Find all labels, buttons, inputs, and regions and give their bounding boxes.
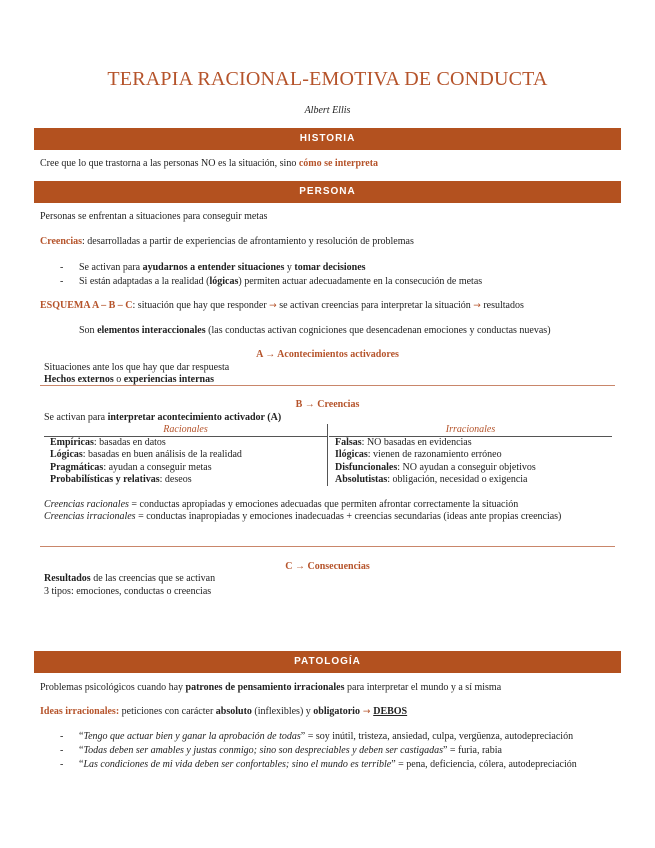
arrow-right-icon: → xyxy=(269,301,277,311)
table-row: Disfuncionales: NO ayudan a conseguir objetivos xyxy=(335,461,536,473)
persona-intro: Personas se enfrentan a situaciones para conseguir metas xyxy=(40,211,268,222)
c-line-1: Resultados de las creencias que se activan xyxy=(44,573,216,584)
quote-item: “Las condiciones de mi vida deben ser confortables; sino el mundo es terrible” = pena, deficiencia, cólera, autodepreciación xyxy=(79,759,577,770)
bullet-dash: - xyxy=(60,276,64,287)
arrow-right-icon: → xyxy=(359,707,374,717)
table-row: Probabilísticas y relativas: deseos xyxy=(50,473,192,485)
ideas-irracionales-line: Ideas irracionales: peticiones con carácter absoluto (inflexibles) y obligatorio → DEBOS xyxy=(40,706,408,717)
a-line-2: Hechos externos o experiencias internas xyxy=(44,374,214,385)
heading-c: C → Consecuencias xyxy=(285,561,370,572)
c-line-2: 3 tipos: emociones, conductas o creencias xyxy=(44,586,212,597)
historia-line: Cree que lo que trastorna a las personas NO es la situación, sino cómo se interpreta xyxy=(40,158,379,169)
author: Albert Ellis xyxy=(304,105,351,116)
racionales-column xyxy=(44,424,327,486)
a-line-1: Situaciones ante los que hay que dar respuesta xyxy=(44,362,230,373)
creencias-bullet-2: Si están adaptadas a la realidad (lógicas) permiten actuar adecuadamente en la consecución de metas xyxy=(79,276,483,287)
table-row: Falsas: NO basadas en evidencias xyxy=(335,437,472,448)
table-row: Lógicas: basadas en buen análisis de la realidad xyxy=(50,449,242,461)
interaccionales-line: Son elementos interaccionales (las conductas activan cogniciones que desencadenan emociones y conductas nuevas) xyxy=(79,325,551,336)
creencias-racionales-line: Creencias racionales = conductas apropiadas y emociones adecuadas que permiten afrontar correctamente la situación xyxy=(44,499,519,510)
section-banner-patologia: PATOLOGÍA xyxy=(34,651,621,673)
table-row: Absolutistas: obligación, necesidad o exigencia xyxy=(335,473,528,485)
page-title: TERAPIA RACIONAL-EMOTIVA DE CONDUCTA xyxy=(107,68,548,90)
table-row: Pragmáticas: ayudan a conseguir metas xyxy=(50,461,212,473)
bullet-dash: - xyxy=(60,731,64,742)
bullet-dash: - xyxy=(60,745,64,756)
b-line: Se activan para interpretar acontecimiento activador (A) xyxy=(44,412,282,423)
quote-item: “Tengo que actuar bien y ganar la aprobación de todas” = soy inútil, tristeza, ansiedad, culpa, vergüenza, autodepreciación xyxy=(79,731,574,742)
bullet-dash: - xyxy=(60,262,64,273)
section-banner-historia: HISTORIA xyxy=(34,128,621,150)
table-divider xyxy=(327,424,328,486)
heading-a: A → Acontecimientos activadores xyxy=(256,349,399,360)
divider xyxy=(40,546,615,547)
bullet-dash: - xyxy=(60,759,64,770)
racionales-header: Racionales xyxy=(44,424,327,437)
irracionales-column xyxy=(329,424,612,486)
divider xyxy=(40,385,615,386)
creencias-line: Creencias: desarrolladas a partir de experiencias de afrontamiento y resolución de problemas xyxy=(40,236,414,247)
table-row: Empíricas: basadas en datos xyxy=(50,437,166,448)
esquema-line: ESQUEMA A – B – C: situación que hay que responder → se activan creencias para interpretar la situación → resultados xyxy=(40,300,524,311)
heading-b: B → Creencias xyxy=(295,399,360,410)
irracionales-header: Irracionales xyxy=(329,424,612,437)
table-row: Ilógicas: vienen de razonamiento erróneo xyxy=(335,449,502,461)
patologia-line: Problemas psicológicos cuando hay patrones de pensamiento irracionales para interpretar el mundo y a sí misma xyxy=(40,682,502,693)
quote-item: “Todas deben ser amables y justas conmigo; sino son despreciables y deben ser castigadas” = furia, rabia xyxy=(79,745,502,756)
section-banner-persona: PERSONA xyxy=(34,181,621,203)
arrow-right-icon: → xyxy=(473,301,481,311)
creencias-irracionales-line: Creencias irracionales = conductas inapropiadas y emociones inadecuadas + creencias secundarias (ideas ante propias creencias) xyxy=(44,511,562,522)
creencias-bullet-1: Se activan para ayudarnos a entender situaciones y tomar decisiones xyxy=(79,262,366,273)
